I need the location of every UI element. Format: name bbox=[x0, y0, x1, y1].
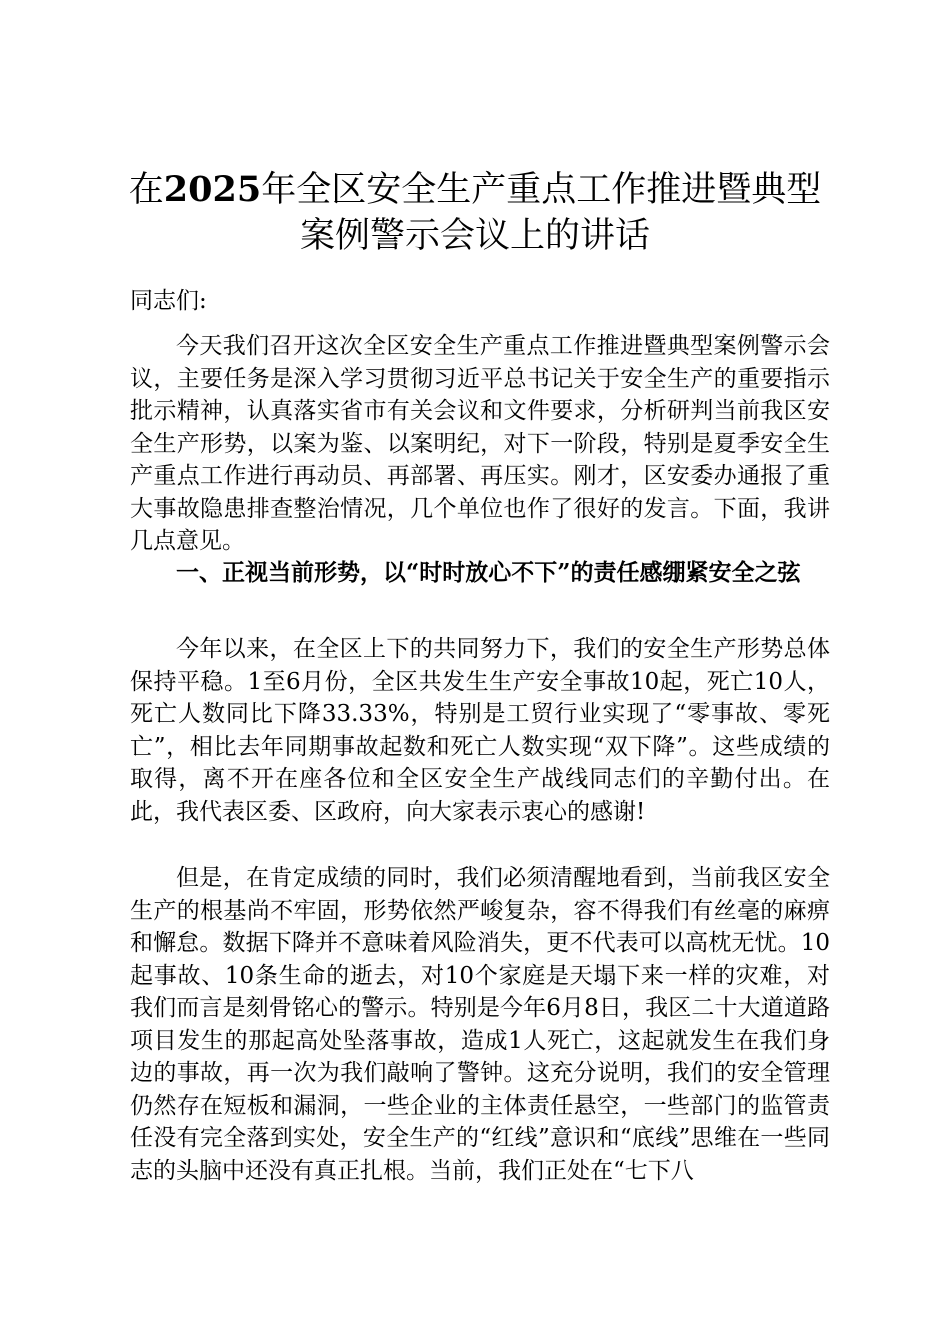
paragraph-achievements: 今年以来，在全区上下的共同努力下，我们的安全生产形势总体保持平稳。1至6月份，全区共发生生产安全事故10起，死亡10人，死亡人数同比下降33.33%，特别是工贸行业实现了“零事故、零死亡”，相比去年同期事故起数和死亡人数实现“双下降”。这些成绩的取得，离不开在座各位和全区安全生产战线同志们的辛勤付出。在此，我代表区委、区政府，向大家表示衷心的感谢! bbox=[130, 636, 830, 825]
title-line1: 在2025年全区安全生产重点工作推进暨典型 bbox=[128, 169, 822, 210]
paragraph-intro: 今天我们召开这次全区安全生产重点工作推进暨典型案例警示会议，主要任务是深入学习贯彻习近平总书记关于安全生产的重要指示批示精神，认真落实省市有关会议和文件要求，分析研判当前我区安全生产形势，以案为鉴、以案明纪，对下一阶段，特别是夏季安全生产重点工作进行再动员、再部署、再压实。刚才，区安委办通报了重大事故隐患排查整治情况，几个单位也作了很好的发言。下面，我讲几点意见。 bbox=[130, 333, 830, 554]
paragraph-warning: 但是，在肯定成绩的同时，我们必须清醒地看到，当前我区安全生产的根基尚不牢固，形势依然严峻复杂，容不得我们有丝毫的麻痹和懈怠。数据下降并不意味着风险消失，更不代表可以高枕无忧。10起事故、10条生命的逝去，对10个家庭是天塌下来一样的灾难，对我们而言是刻骨铭心的警示。特别是今年6月8日，我区二十大道道路项目发生的那起高处坠落事故，造成1人死亡，这起就发生在我们身边的事故，再一次为我们敲响了警钟。这充分说明，我们的安全管理仍然存在短板和漏洞，一些企业的主体责任悬空，一些部门的监管责任没有完全落到实处，安全生产的“红线”意识和“底线”思维在一些同志的头脑中还没有真正扎根。当前，我们正处在“七下八 bbox=[130, 865, 830, 1184]
section-heading: 一、正视当前形势，以“时时放心不下”的责任感绷紧安全之弦 bbox=[176, 559, 801, 586]
title-line2: 案例警示会议上的讲话 bbox=[299, 216, 650, 256]
greeting: 同志们: bbox=[130, 288, 207, 314]
title-year: 2025 bbox=[163, 169, 262, 210]
document-title bbox=[110, 167, 840, 259]
